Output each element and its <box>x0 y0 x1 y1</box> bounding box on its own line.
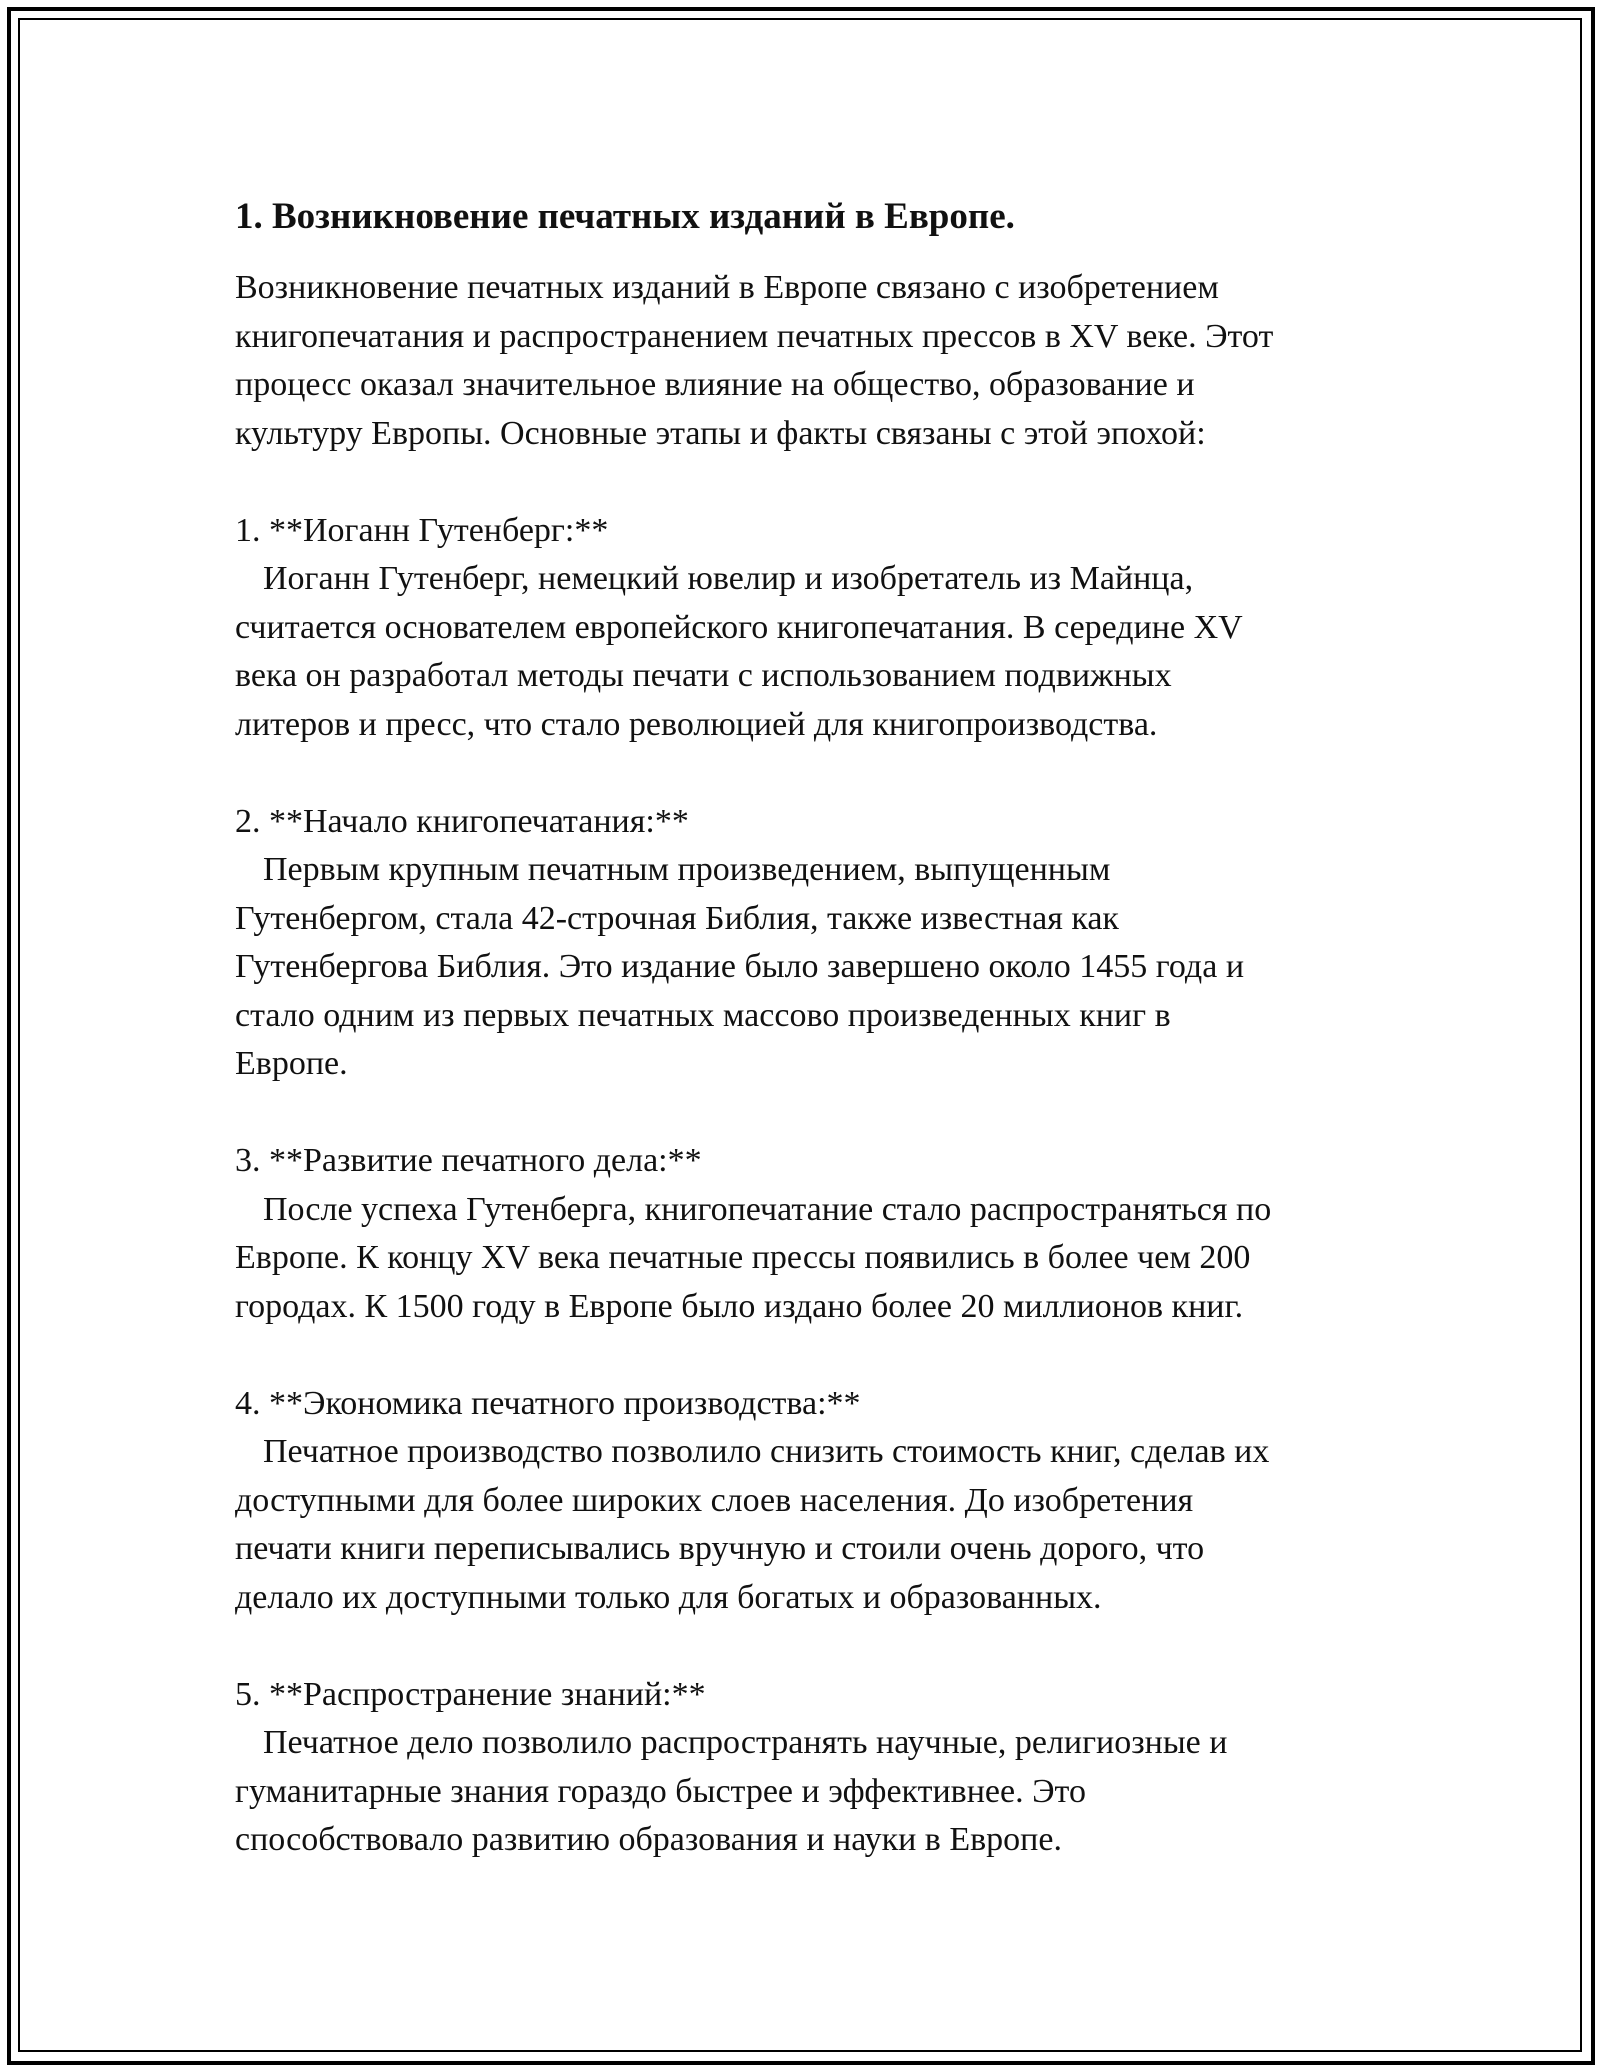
list-item-line: После успеха Гутенберга, книгопечатание стало распространяться по <box>263 1190 1272 1228</box>
list-item-line: Первым крупным печатным произведением, выпущенным <box>263 851 1111 888</box>
intro-line: процесс оказал значительное влияние на общество, образование и <box>235 366 1195 403</box>
list-item-line: века он разработал методы печати с использованием подвижных <box>235 657 1172 694</box>
list-item-line: Европе. <box>235 1045 348 1082</box>
list-item-title: 5. **Распространение знаний:** <box>235 1675 706 1713</box>
list-item-title: 4. **Экономика печатного производства:** <box>235 1384 861 1422</box>
intro-line: книгопечатания и распространением печатных прессов в XV веке. Этот <box>235 317 1274 355</box>
section-heading: 1. Возникновение печатных изданий в Европе. <box>235 196 1015 237</box>
list-item-4 <box>235 1380 1385 1623</box>
list-item-body <box>235 1186 1385 1332</box>
list-item-2 <box>235 798 1385 1089</box>
list-item-line: стало одним из первых печатных массово произведенных книг в <box>235 996 1171 1034</box>
list-item-line: Гутенбергом, стала 42-строчная Библия, также известная как <box>235 899 1119 937</box>
list-item-title: 1. **Иоганн Гутенберг:** <box>235 511 609 549</box>
list-item-line: Печатное дело позволило распространять научные, религиозные и <box>263 1724 1228 1761</box>
list-item-body <box>235 555 1385 749</box>
list-item-line: считается основателем европейского книгопечатания. В середине XV <box>235 608 1243 646</box>
document-page <box>235 192 1385 1865</box>
intro-line: культуру Европы. Основные этапы и факты связаны с этой эпохой: <box>235 414 1206 452</box>
list-item-title: 2. **Начало книгопечатания:** <box>235 802 689 840</box>
list-item-line: способствовало развитию образования и науки в Европе. <box>235 1821 1062 1858</box>
list-item-line: литеров и пресс, что стало революцией для книгопроизводства. <box>235 705 1158 743</box>
list-item-body <box>235 846 1385 1089</box>
list-item-1 <box>235 507 1385 750</box>
list-item-3 <box>235 1137 1385 1331</box>
list-item-line: городах. К 1500 году в Европе было издано более 20 миллионов книг. <box>235 1287 1244 1325</box>
intro-line: Возникновение печатных изданий в Европе связано с изобретением <box>235 269 1219 306</box>
list-item-line: печати книги переписывались вручную и стоили очень дорого, что <box>235 1530 1205 1567</box>
list-item-line: Печатное производство позволило снизить стоимость книг, сделав их <box>263 1433 1270 1470</box>
list-item-line: доступными для более широких слоев населения. До изобретения <box>235 1481 1194 1519</box>
list-item-line: Иоганн Гутенберг, немецкий ювелир и изобретатель из Майнца, <box>263 560 1194 597</box>
list-item-body <box>235 1719 1385 1865</box>
list-item-5 <box>235 1671 1385 1865</box>
list-item-body <box>235 1428 1385 1622</box>
intro-paragraph <box>235 264 1385 458</box>
list-item-line: гуманитарные знания гораздо быстрее и эффективнее. Это <box>235 1772 1086 1810</box>
list-item-title: 3. **Развитие печатного дела:** <box>235 1142 702 1179</box>
list-item-line: Гутенбергова Библия. Это издание было завершено около 1455 года и <box>235 948 1245 985</box>
list-item-line: Европе. К концу XV века печатные прессы появились в более чем 200 <box>235 1239 1251 1276</box>
list-item-line: делало их доступными только для богатых и образованных. <box>235 1578 1102 1616</box>
